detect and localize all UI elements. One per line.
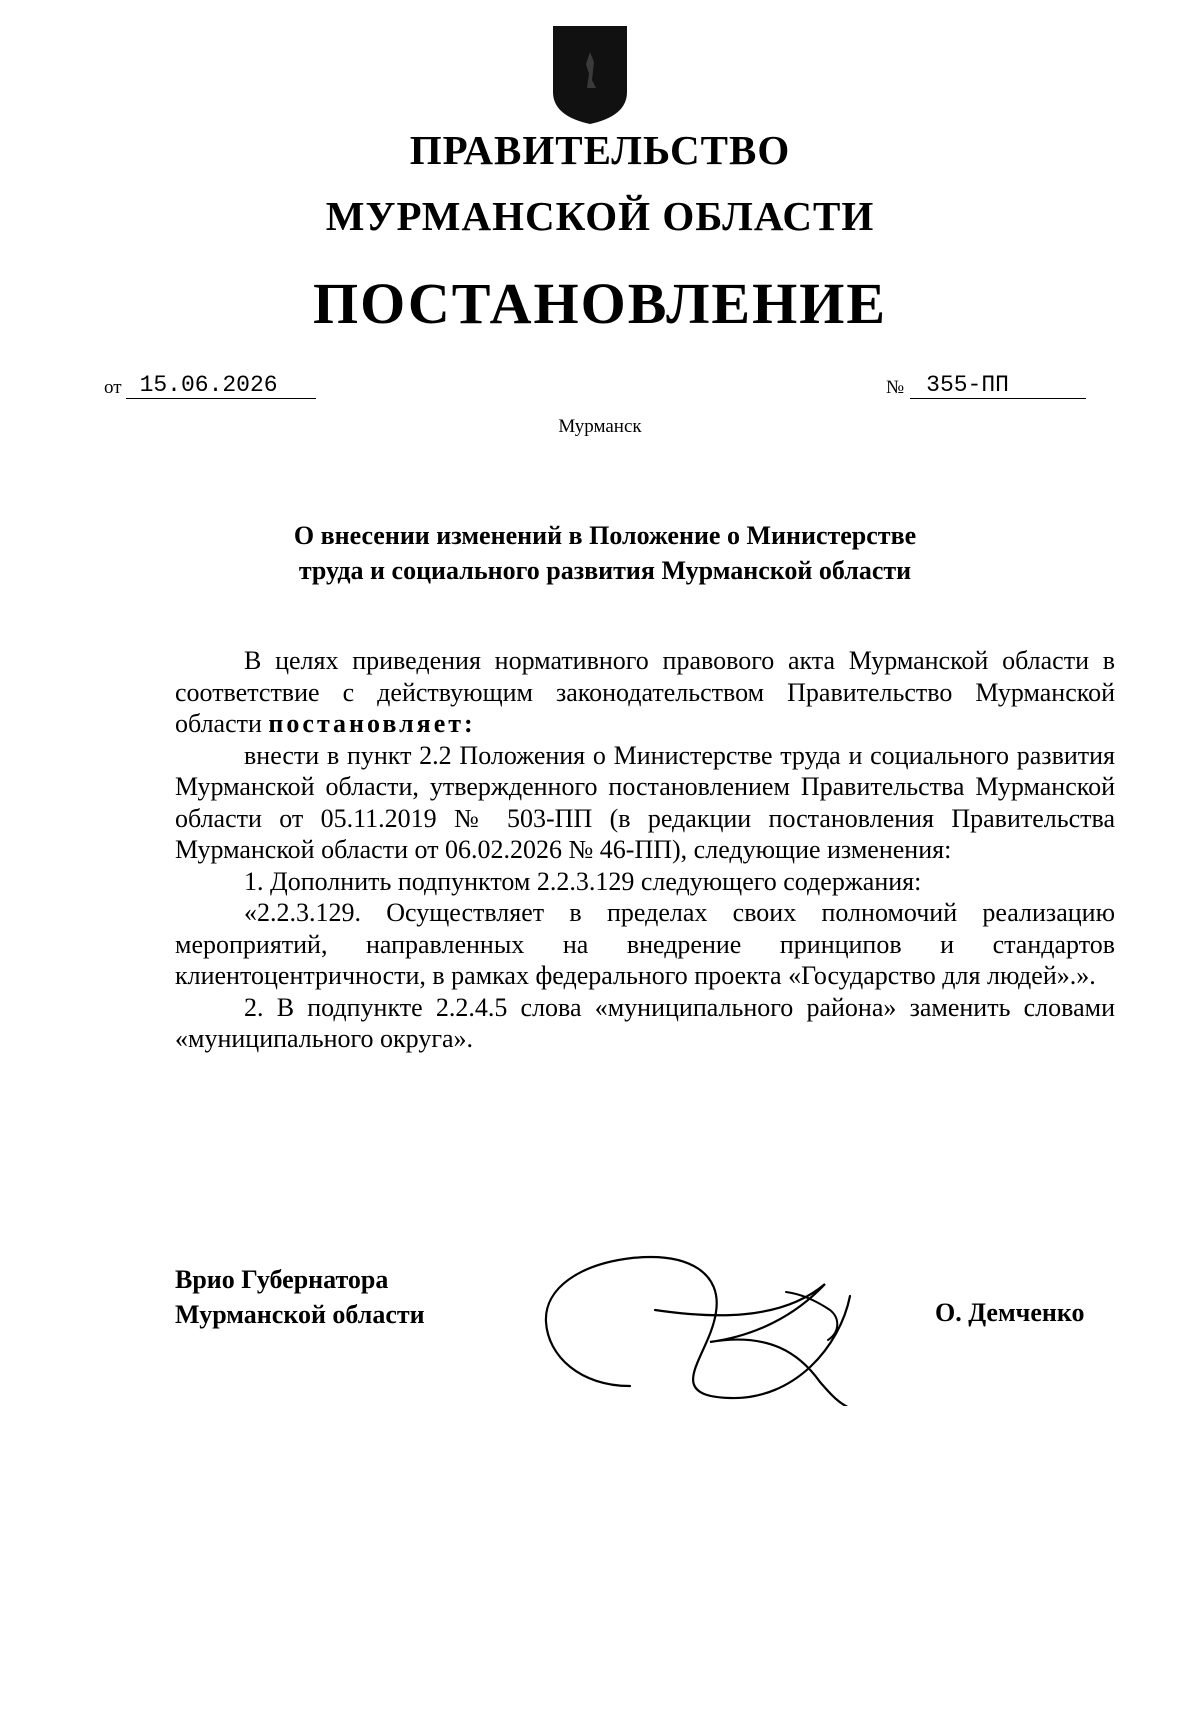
city: Мурманск: [558, 416, 642, 437]
government-title: ПРАВИТЕЛЬСТВО: [409, 127, 791, 173]
item-2: 2. В подпункте 2.2.4.5 слова «муниципального района» заменить словами «муниципального округа».: [175, 992, 1115, 1053]
decision-keyword: постановляет:: [268, 709, 476, 738]
date-value: 15.06.2026: [126, 372, 316, 399]
coat-of-arms-icon: [547, 22, 633, 126]
document-type-title: ПОСТАНОВЛЕНИЕ: [312, 271, 888, 336]
signer-position-line-2: Мурманской области: [175, 1300, 425, 1329]
subject-line-2: труда и социального развития Мурманской области: [298, 556, 912, 585]
date-prefix: от: [104, 377, 122, 398]
item-1-text: «2.2.3.129. Осуществляет в пределах своих полномочий реализацию мероприятий, направленных на внедрение принципов и стандартов клиентоцентричности, в рамках федерального проекта «Государство для людей».».: [175, 898, 1115, 990]
signer-name: О. Демченко: [935, 1298, 1085, 1327]
handwritten-signature: [540, 1236, 880, 1406]
document-subject: [240, 518, 970, 588]
signer-position-line-1: Врио Губернатора: [175, 1265, 389, 1294]
number-prefix: №: [886, 377, 905, 398]
document-number: [886, 372, 1086, 399]
item-1: 1. Дополнить подпунктом 2.2.3.129 следующего содержания:: [244, 866, 922, 896]
intro-paragraph: внести в пункт 2.2 Положения о Министерстве труда и социального развития Мурманской области, утвержденного постановлением Правительства Мурманской области от 05.11.2019 № 503-ПП (в редакции постановления Правительства Мурманской области от 06.02.2026 № 46-ПП), следующие изменения:: [175, 740, 1115, 864]
signer-position: [175, 1262, 425, 1332]
region-title: МУРМАНСКОЙ ОБЛАСТИ: [325, 193, 875, 239]
preamble-text: В целях приведения нормативного правового акта Мурманской области в соответствие с действующим законодательством Правительство Мурманской области: [175, 646, 1115, 738]
document-date: [104, 372, 316, 406]
document-body: [175, 645, 1115, 1055]
number-value: 355-ПП: [910, 372, 1086, 399]
subject-line-1: О внесении изменений в Положение о Министерстве: [293, 521, 917, 550]
preamble-paragraph: [175, 645, 1115, 740]
